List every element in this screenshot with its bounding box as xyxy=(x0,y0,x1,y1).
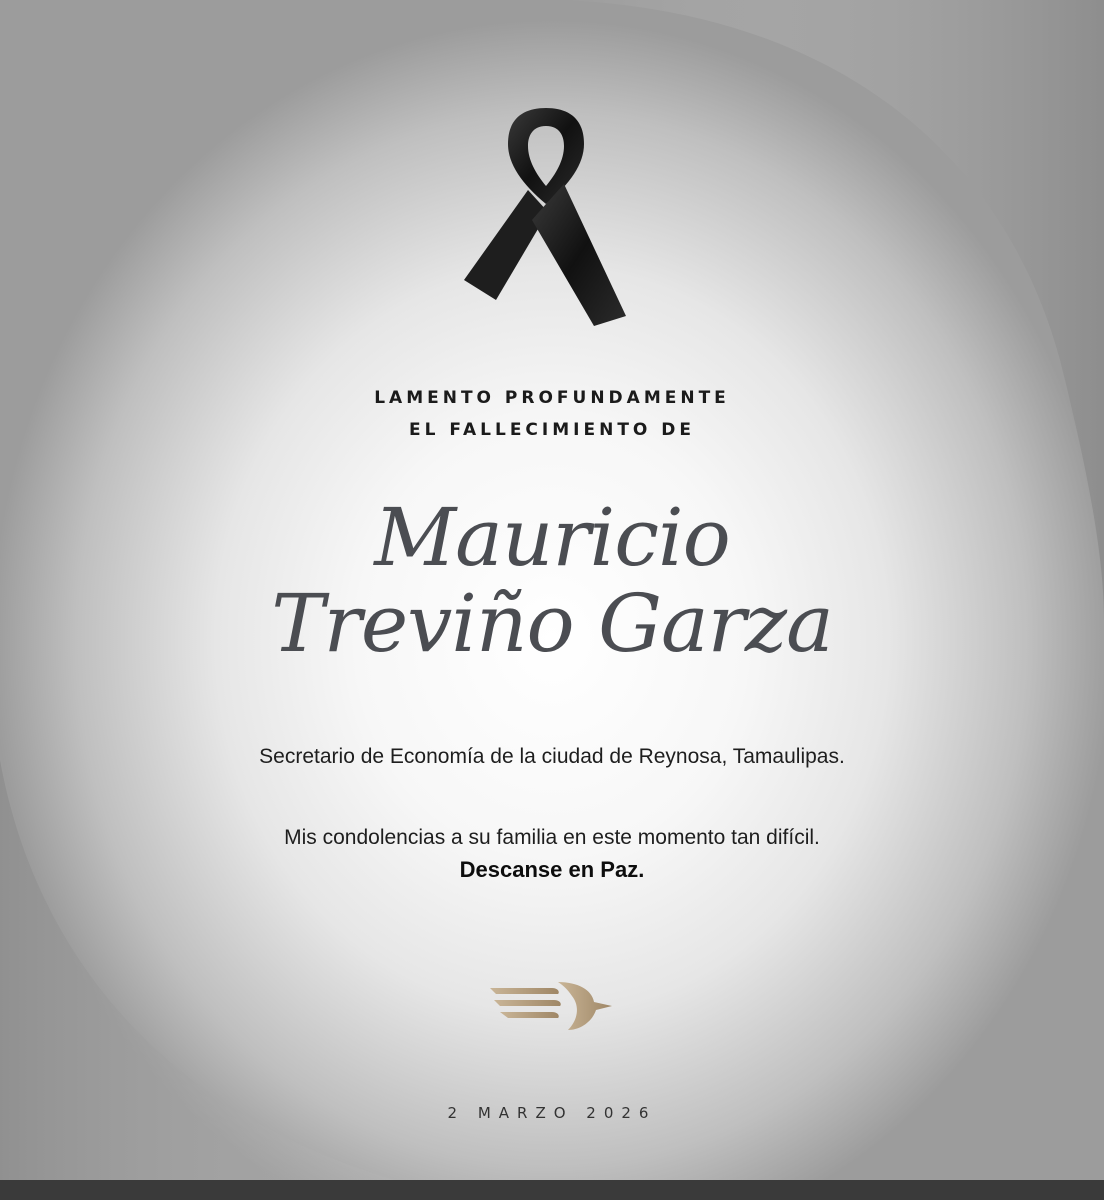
footer-bar xyxy=(0,1180,1104,1200)
deceased-first-name: Mauricio xyxy=(374,491,730,584)
heading-line-2: EL FALLECIMIENTO DE xyxy=(408,420,696,440)
condolence-message: Mis condolencias a su familia en este momento tan difícil. xyxy=(284,826,820,849)
eagle-logo xyxy=(488,980,616,1032)
deceased-role: Secretario de Economía de la ciudad de Reynosa, Tamaulipas. xyxy=(259,745,845,768)
heading-line-1: LAMENTO PROFUNDAMENTE xyxy=(374,388,730,408)
deceased-last-name: Treviño Garza xyxy=(271,577,833,670)
mourning-ribbon-icon xyxy=(462,104,628,326)
closing-message: Descanse en Paz. xyxy=(459,857,645,882)
date-label: 2 MARZO 2026 xyxy=(447,1104,657,1122)
